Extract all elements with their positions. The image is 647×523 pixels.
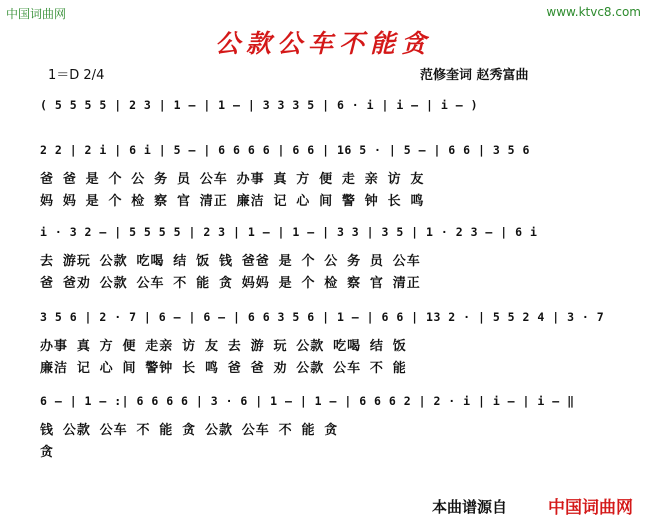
notation-line-4: 3 5 6 | 2 · 7 | 6 — | 6 — | 6 6 3 5 6 | 1 — | 6 6 | 13 2 · | 5 5 2 4 | 3 · 7 <box>40 310 605 324</box>
notation-line-2: 2 2 | 2 i | 6 i | 5 — | 6 6 6 6 | 6 6 | 16 5 · | 5 — | 6 6 | 3 5 6 <box>40 143 530 157</box>
notation-line-5: 6 — | 1 — :| 6 6 6 6 | 3 · 6 | 1 — | 1 — | 6 6 6 2 | 2 · i | i — | i — ‖ <box>40 394 575 408</box>
lyrics-line-4-verse-1: 办事 真 方 便 走亲 访 友 去 游 玩 公款 吃喝 结 饭 <box>40 339 407 354</box>
song-title: 公款公车不能贪 <box>214 29 432 58</box>
lyrics-line-5-verse-1: 钱 公款 公车 不 能 贪 公款 公车 不 能 贪 <box>40 423 339 438</box>
key-signature: 1＝D 2/4 <box>48 68 105 83</box>
lyrics-line-2-verse-1: 爸 爸 是 个 公 务 员 公车 办事 真 方 便 走 亲 访 友 <box>40 172 425 187</box>
song-credits: 范修奎词 赵秀富曲 <box>420 68 529 83</box>
footer-site-name: 中国词曲网 <box>548 498 633 518</box>
lyrics-line-2-verse-2: 妈 妈 是 个 检 察 官 清正 廉洁 记 心 间 警 钟 长 鸣 <box>40 194 425 209</box>
notation-line-1: ( 5 5 5 5 | 2 3 | 1 — | 1 — | 3 3 3 5 | 6 · i | i — | i — ) <box>40 98 478 112</box>
notation-line-3: i · 3 2 — | 5 5 5 5 | 2 3 | 1 — | 1 — | 3 3 | 3 5 | 1 · 2 3 — | 6 i <box>40 225 538 239</box>
lyrics-line-3-verse-2: 爸 爸劝 公款 公车 不 能 贪 妈妈 是 个 检 察 官 清正 <box>40 276 421 291</box>
lyrics-line-3-verse-1: 去 游玩 公款 吃喝 结 饭 钱 爸爸 是 个 公 务 员 公车 <box>40 254 421 269</box>
lyrics-line-5-verse-2: 贪 <box>40 445 55 460</box>
watermark-left: 中国词曲网 <box>6 7 67 21</box>
lyrics-line-4-verse-2: 廉洁 记 心 间 警钟 长 鸣 爸 爸 劝 公款 公车 不 能 <box>40 361 407 376</box>
watermark-right: www.ktvc8.com <box>546 5 641 19</box>
footer-source-label: 本曲谱源自 <box>432 498 508 516</box>
